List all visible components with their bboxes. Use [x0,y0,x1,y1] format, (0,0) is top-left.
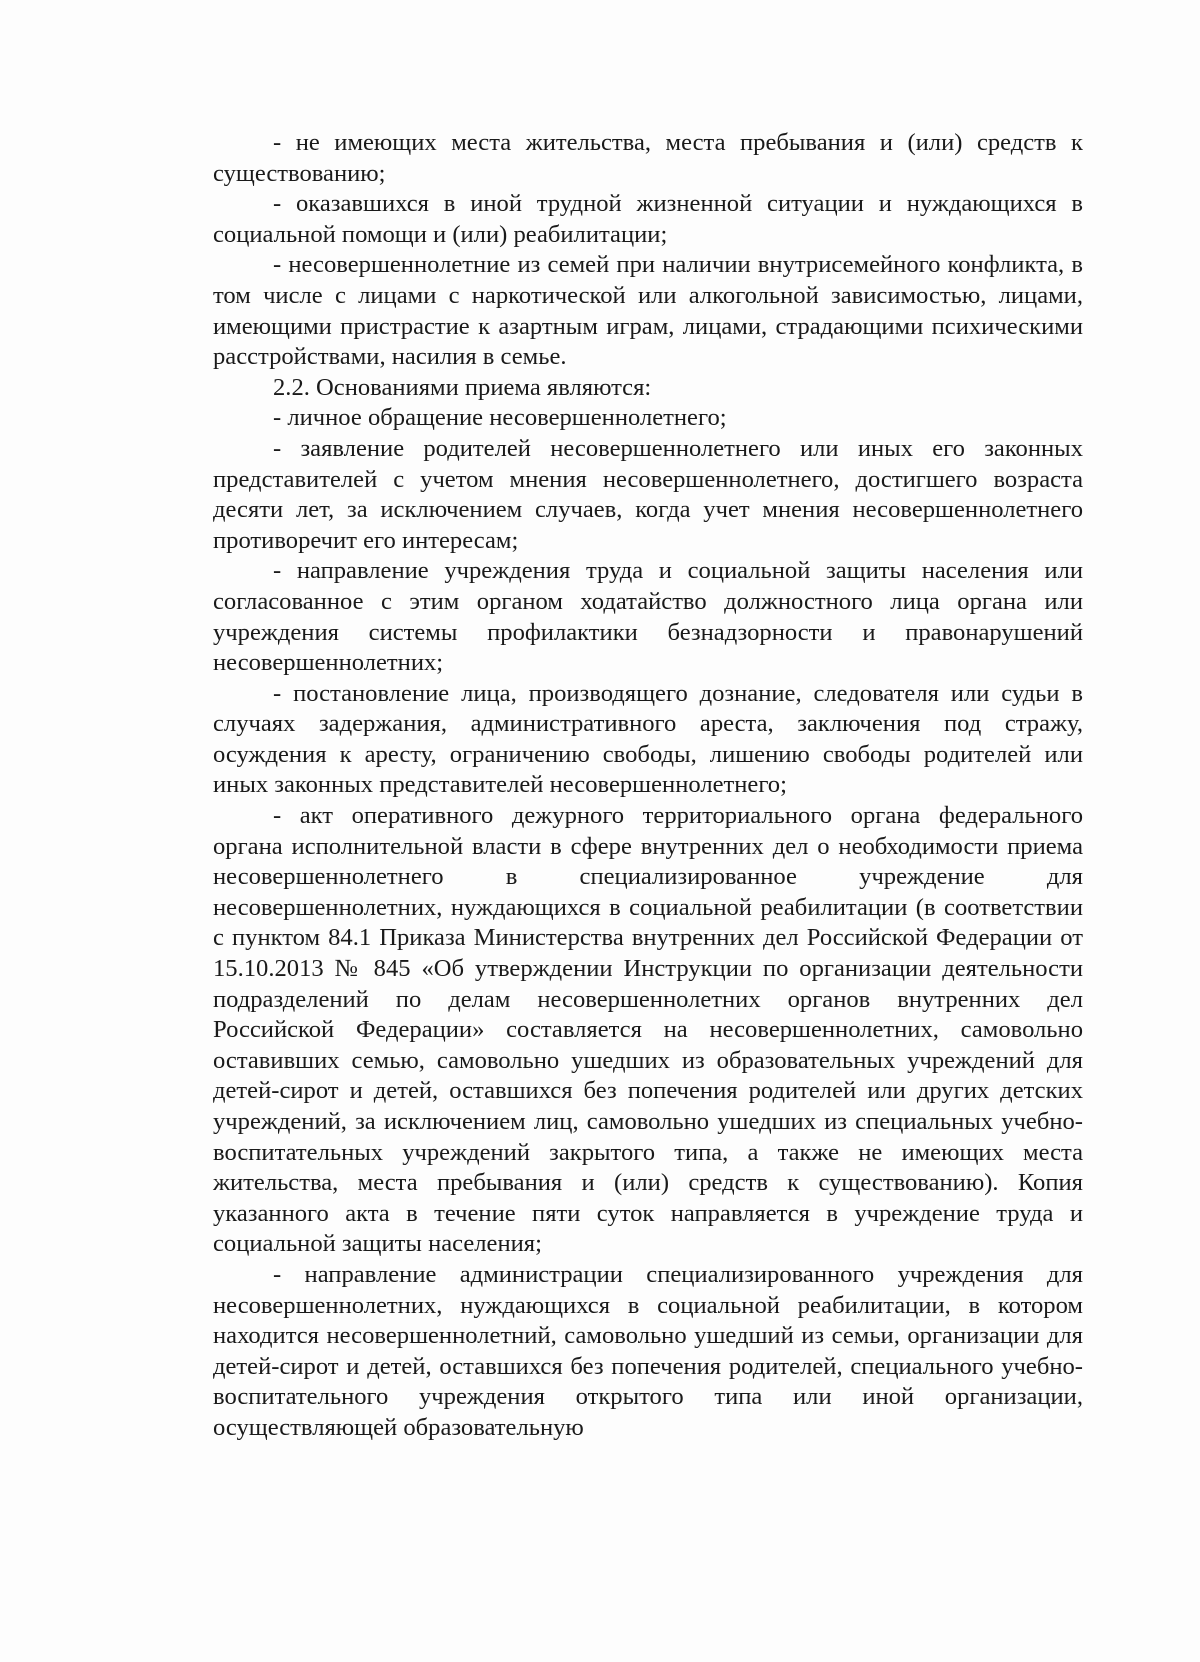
paragraph-social-protection-referral: - направление учреждения труда и социальной защиты населения или согласованное с этим органом ходатайство должностного лица органа или учреждения системы профилактики безнадзорности и правонарушений несовершеннолетних; [213,557,1083,677]
paragraph-personal-appeal: - личное обращение несовершеннолетнего; [273,404,727,432]
document-body [213,128,1083,1444]
paragraph-no-residence: - не имеющих места жительства, места пребывания и (или) средств к существованию; [213,129,1083,187]
paragraph-parents-statement: - заявление родителей несовершеннолетнего или иных его законных представителей с учетом мнения несовершеннолетнего, достигшего возраста десяти лет, за исключением случаев, когда учет мнения несовершеннолетнего противоречит его интересам; [213,434,1083,554]
paragraph-investigator-resolution: - постановление лица, производящего дознание, следователя или судьи в случаях задержания, административного ареста, заключения под стражу, осуждения к аресту, ограничению свободы, лишению свободы родителей или иных законных представителей несовершеннолетнего; [213,679,1083,799]
section-heading-2-2: 2.2. Основаниями приема являются: [273,373,652,401]
paragraph-police-act: - акт оперативного дежурного территориального органа федерального органа исполнительной власти в сфере внутренних дел о необходимости приема несовершеннолетнего в специализированное учреждение для несовершеннолетних, нуждающихся в социальной реабилитации (в соответствии с пунктом 84.1 Приказа Министерства внутренних дел Российской Федерации от 15.10.2013 № 845 «Об утверждении Инструкции по организации деятельности подразделений по делам несовершеннолетних органов внутренних дел Российской Федерации» составляется на несовершеннолетних, самовольно оставивших семью, самовольно ушедших из образовательных учреждений для детей-сирот и детей, оставшихся без попечения родителей или других детских учреждений, за исключением лиц, самовольно ушедших из специальных учебно-воспитательных учреждений закрытого типа, а также не имеющих места жительства, места пребывания и (или) средств к существованию). Копия указанного акта в течение пяти суток направляется в учреждение труда и социальной защиты населения; [213,802,1083,1258]
paragraph-institution-referral: - направление администрации специализированного учреждения для несовершеннолетних, нуждающихся в социальной реабилитации, в котором находится несовершеннолетний, самовольно ушедший из семьи, организации для детей-сирот и детей, оставшихся без попечения родителей, специального учебно-воспитательного учреждения открытого типа или иной организации, осуществляющей образовательную [213,1260,1083,1441]
paragraph-difficult-situation: - оказавшихся в иной трудной жизненной ситуации и нуждающихся в социальной помощи и (или) реабилитации; [213,190,1083,248]
paragraph-family-conflict: - несовершеннолетние из семей при наличии внутрисемейного конфликта, в том числе с лицами с наркотической или алкогольной зависимостью, лицами, имеющими пристрастие к азартным играм, лицами, страдающими психическими расстройствами, насилия в семье. [213,251,1083,371]
